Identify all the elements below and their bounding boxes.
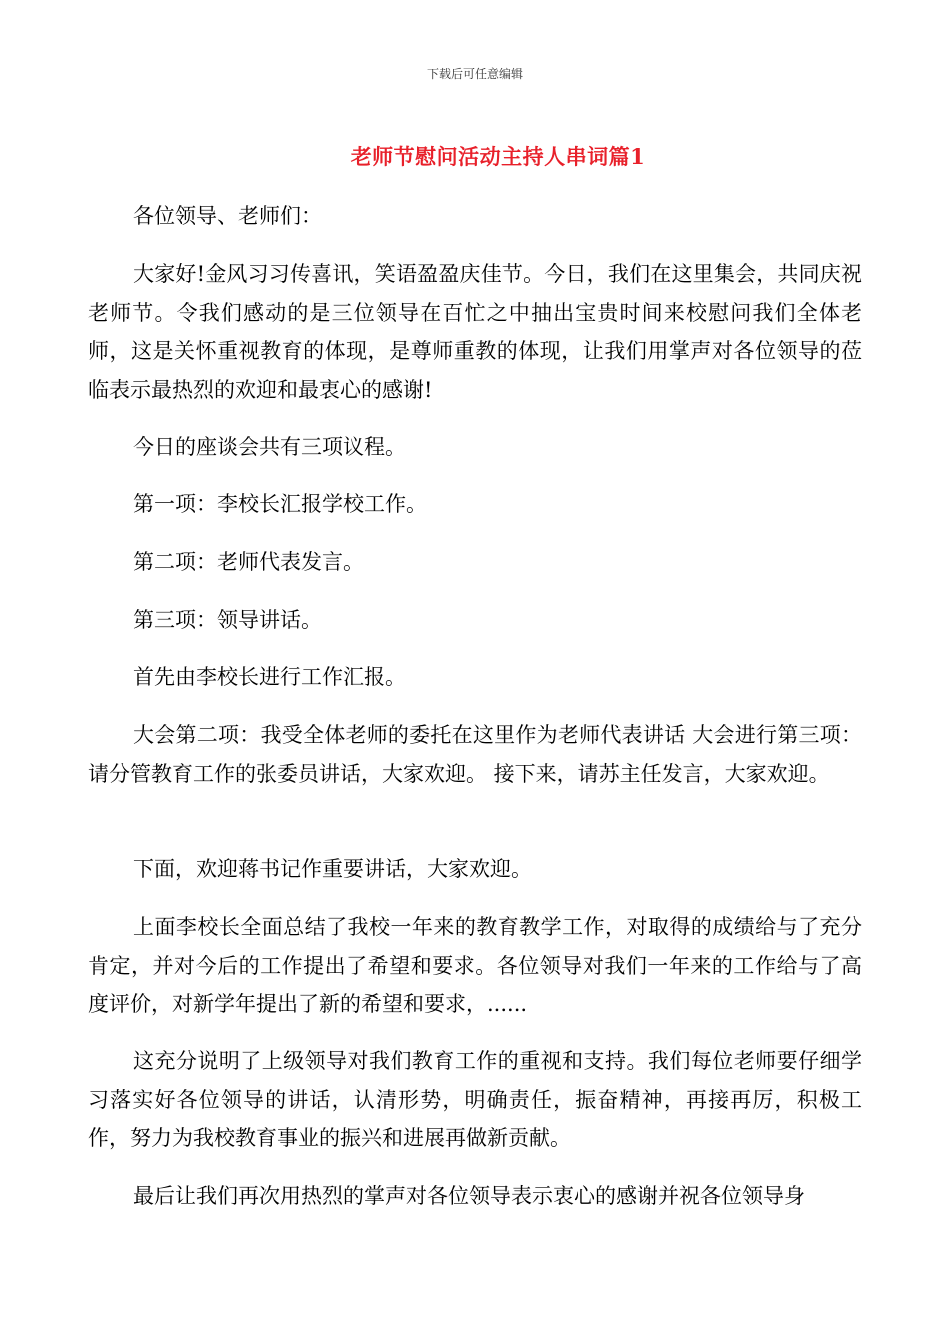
document-title: 老师节慰问活动主持人串词篇1 xyxy=(350,144,646,169)
paragraph: 今日的座谈会共有三项议程。 xyxy=(133,435,406,459)
paragraph: 大会第二项：我受全体老师的委托在这里作为老师代表讲话 大会进行第三项：请分管教育工作的张委员讲话，大家欢迎。 接下来，请苏主任发言，大家欢迎。 xyxy=(88,723,862,786)
header-note: 下载后可任意编辑 xyxy=(426,67,523,81)
paragraph: 第三项：领导讲话。 xyxy=(133,608,322,632)
paragraph: 下面，欢迎蒋书记作重要讲话，大家欢迎。 xyxy=(133,857,532,881)
paragraph: 上面李校长全面总结了我校一年来的教育教学工作，对取得的成绩给与了充分肯定，并对今后的工作提出了希望和要求。各位领导对我们一年来的工作给与了高度评价，对新学年提出了新的希望和要求，...... xyxy=(88,915,862,1016)
paragraph: 第二项：老师代表发言。 xyxy=(133,550,364,574)
paragraph: 第一项：李校长汇报学校工作。 xyxy=(133,492,427,516)
paragraph: 各位领导、老师们： xyxy=(133,204,322,228)
paragraph: 最后让我们再次用热烈的掌声对各位领导表示衷心的感谢并祝各位领导身 xyxy=(133,1184,805,1208)
paragraph: 大家好!金风习习传喜讯，笑语盈盈庆佳节。今日，我们在这里集会，共同庆祝老师节。令我们感动的是三位领导在百忙之中抽出宝贵时间来校慰问我们全体老师，这是关怀重视教育的体现，是尊师重教的体现，让我们用掌声对各位领导的莅临表示最热烈的欢迎和最衷心的感谢! xyxy=(88,262,862,402)
paragraph: 首先由李校长进行工作汇报。 xyxy=(133,665,406,689)
paragraph: 这充分说明了上级领导对我们教育工作的重视和支持。我们每位老师要仔细学习落实好各位领导的讲话，认清形势，明确责任，振奋精神，再接再厉，积极工作，努力为我校教育事业的振兴和进展再做新贡献。 xyxy=(88,1049,862,1150)
